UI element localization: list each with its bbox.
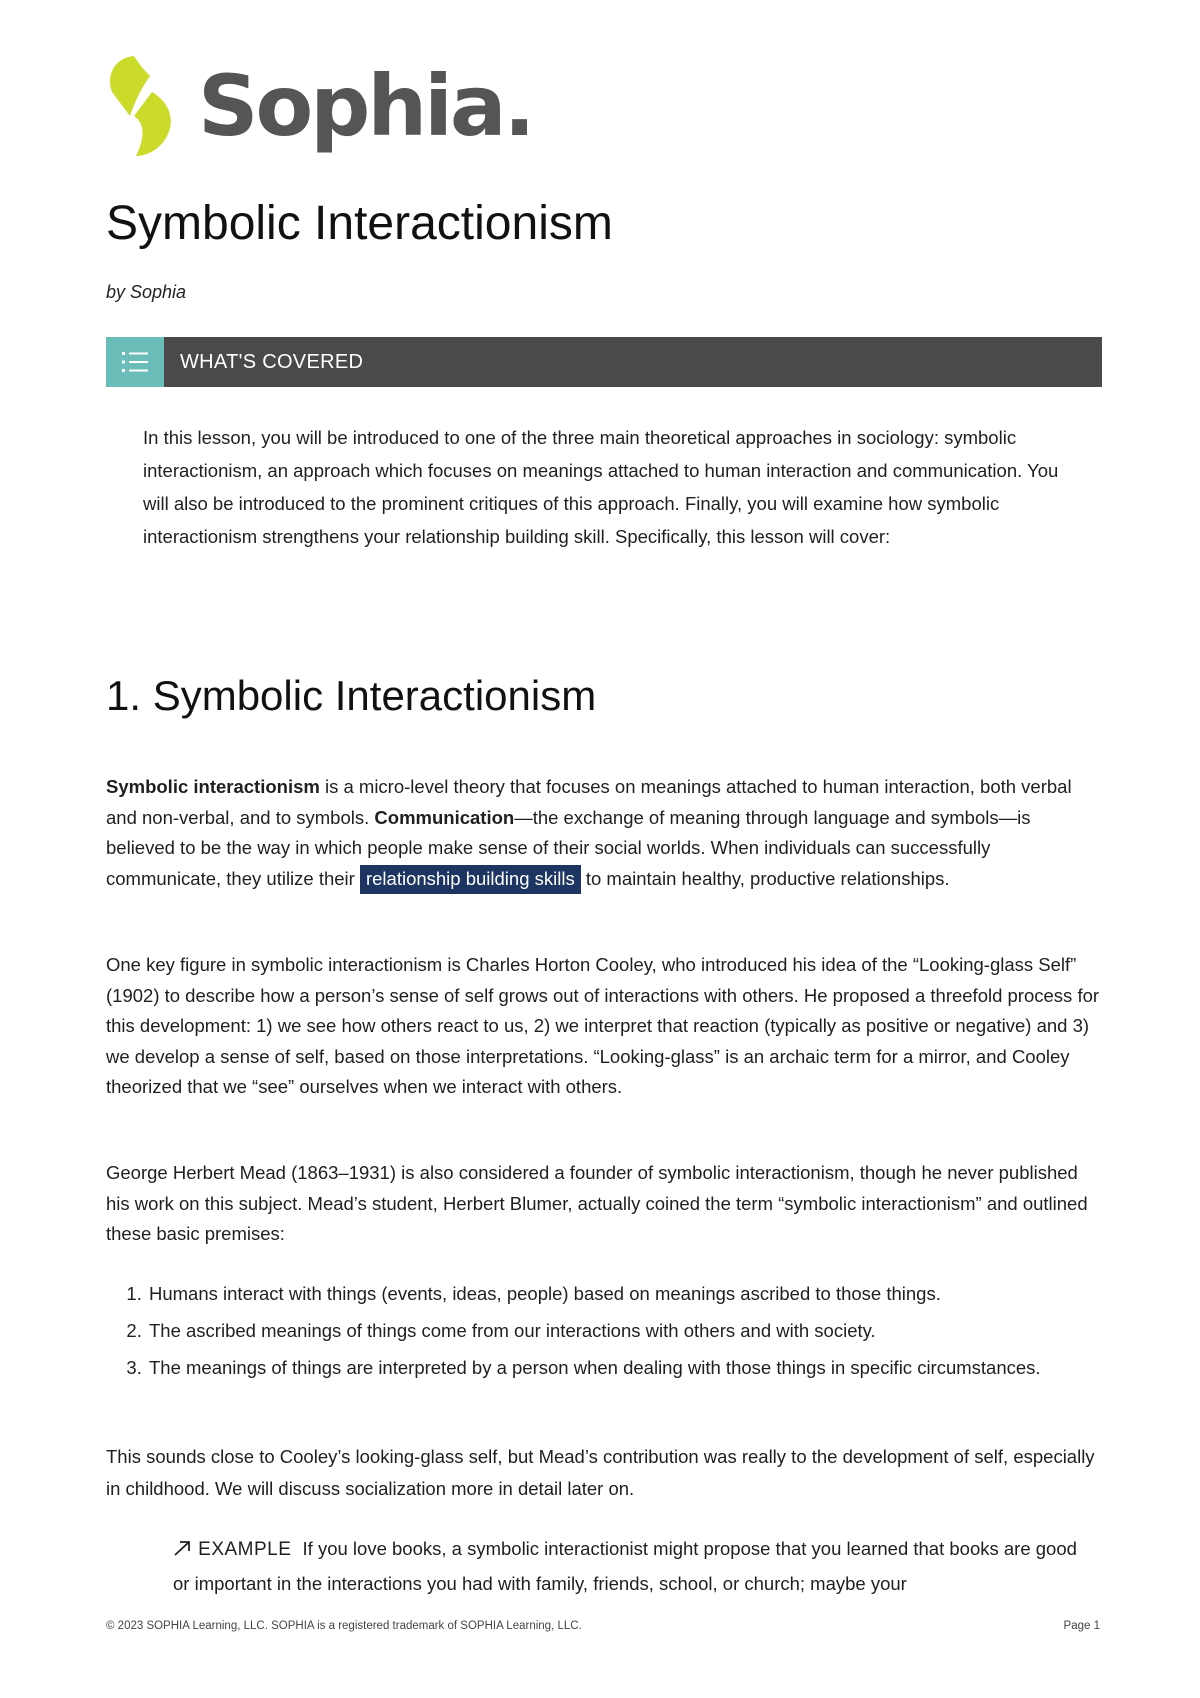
relationship-skills-link[interactable]: relationship building skills [360, 865, 581, 894]
whats-covered-text: In this lesson, you will be introduced to one of the three main theoretical approaches in sociology: symbolic interactionism, an approach which focuses on meanings attached to human interaction and communication. You will also be introduced to the prominent critiques of this approach. Finally, you will examine how symbolic interactionism strengthens your relationship building skill. Specifically, this lesson will cover: [143, 427, 1059, 547]
paragraph-mead-contribution: This sounds close to Cooley’s looking-glass self, but Mead’s contribution was really to the development of self, especially in childhood. We will discuss socialization more in detail later on. [106, 1446, 1095, 1499]
sophia-logo-mark-icon [104, 54, 176, 158]
list-item: 3. The meanings of things are interpreted by a person when dealing with those things in specific circumstances. [147, 1351, 1107, 1384]
premises-list [106, 1275, 1107, 1384]
footer-copyright: © 2023 SOPHIA Learning, LLC. SOPHIA is a registered trademark of SOPHIA Learning, LLC. [106, 1620, 582, 1632]
whats-covered-banner [106, 337, 1102, 387]
list-item: 1. Humans interact with things (events, ideas, people) based on meanings ascribed to those things. [147, 1275, 1107, 1312]
paragraph-cooley: One key figure in symbolic interactionism is Charles Horton Cooley, who introduced his idea of the “Looking-glass Self” (1902) to describe how a person’s sense of self grows out of interactions with others. He proposed a threefold process for this development: 1) we see how others react to us, 2) we interpret that reaction (typically as positive or negative) and 3) we develop a sense of self, based on those interpretations. “Looking-glass” is an archaic term for a mirror, and Cooley theorized that we “see” ourselves when we interact with others. [106, 954, 1100, 1097]
paragraph-mead: George Herbert Mead (1863–1931) is also considered a founder of symbolic interactionism, though he never published his work on this subject. Mead’s student, Herbert Blumer, actually coined the term “symbolic interactionism” and outlined these basic premises: [106, 1162, 1088, 1244]
list-item: 2. The ascribed meanings of things come from our interactions with others and with society. [147, 1312, 1107, 1349]
section-heading: 1. Symbolic Interactionism [106, 672, 597, 719]
example-text: If you love books, a symbolic interactionist might propose that you learned that books are good or important in the interactions you had with family, friends, school, or church; maybe your [173, 1538, 1077, 1594]
example-block [173, 1532, 1093, 1601]
example-label: EXAMPLE [198, 1539, 292, 1560]
whats-covered-label: WHAT'S COVERED [180, 350, 364, 373]
term-symbolic-interactionism: Symbolic interactionism [106, 776, 320, 797]
logo-wordmark: Sophia [198, 57, 504, 155]
paragraph-definition: Symbolic interactionism is a micro-level theory that focuses on meanings attached to human interaction, both verbal and non-verbal, and to symbols. Communication—the exchange of meaning through language and symbols—is believed to be the way in which people make sense of their social worlds. When individuals can successfully communicate, they utilize their relationship building skills to maintain healthy, productive relationships. [106, 772, 1104, 894]
arrow-right-icon [173, 1538, 193, 1559]
page-title: Symbolic Interactionism [106, 197, 613, 250]
term-communication: Communication [374, 806, 515, 828]
sophia-logo [104, 54, 533, 158]
logo-dot: . [503, 57, 533, 155]
list-icon [106, 337, 164, 387]
footer-page-number: Page 1 [1063, 1620, 1100, 1632]
byline: by Sophia [106, 282, 187, 302]
